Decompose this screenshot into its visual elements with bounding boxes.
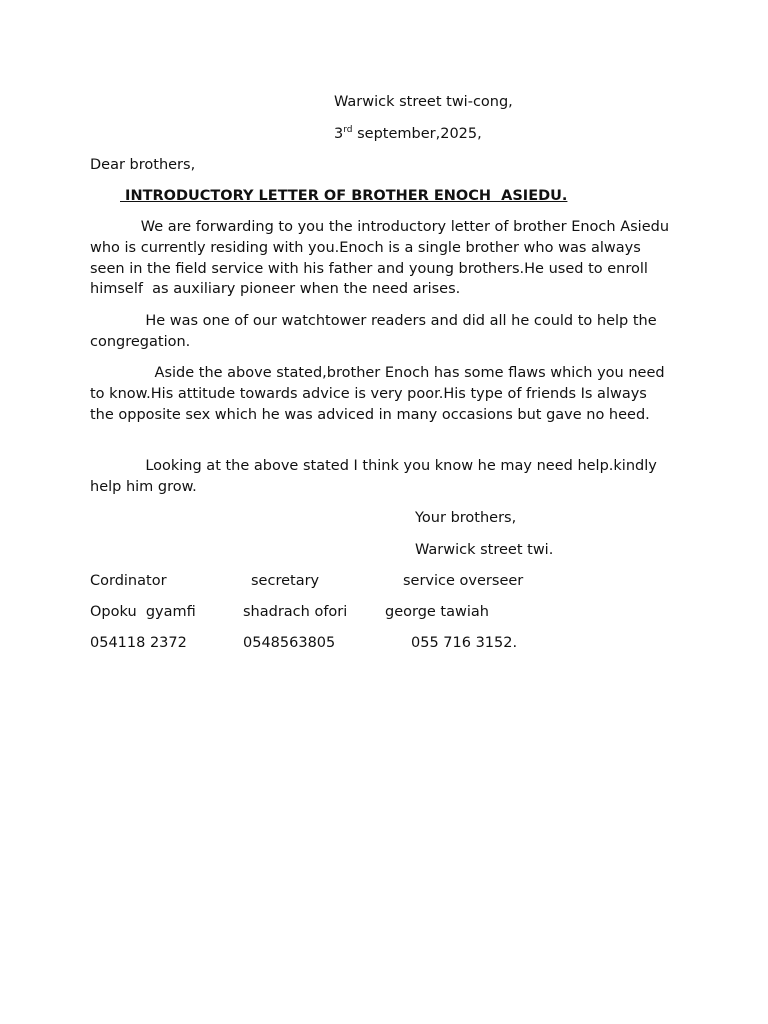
paragraph-4: Looking at the above stated I think you know he may need help.kindly help him grow. [90,458,662,495]
closing: Your brothers, [415,510,517,526]
date-rest: september,2025, [352,126,482,142]
paragraph-1: We are forwarding to you the introductory letter of brother Enoch Asiedu who is currently residing with you.Enoch is a single brother who was always seen in the field service with his father and young brothers.He used to enroll himself as auxiliary pioneer when the need arises. [90,219,674,298]
signatory-role: Cordinator [90,573,167,589]
closing-org: Warwick street twi. [415,542,554,558]
signatory-name: george tawiah [385,604,489,620]
letter-date [334,124,482,144]
signatory-role: service overseer [403,573,524,589]
signatory-phone: 055 716 3152. [411,635,518,651]
signatory-phone: 054118 2372 [90,635,187,651]
signatory-name: shadrach ofori [243,604,348,620]
paragraph-3: Aside the above stated,brother Enoch has some flaws which you need to know.His attitude towards advice is very poor.His type of friends Is always the opposite sex which he was adviced in many occasions but gave no heed. [90,365,670,423]
sender-address: Warwick street twi-cong, [334,94,513,110]
date-day: 3 [334,126,344,142]
signatory-role: secretary [251,573,320,589]
signatory-name: Opoku gyamfi [90,604,196,620]
salutation: Dear brothers, [90,157,196,173]
letter-title: INTRODUCTORY LETTER OF BROTHER ENOCH ASIEDU. [120,188,568,204]
signatory-phone: 0548563805 [243,635,336,651]
paragraph-2: He was one of our watchtower readers and did all he could to help the congregation. [90,313,662,350]
date-suffix: rd [343,125,353,135]
